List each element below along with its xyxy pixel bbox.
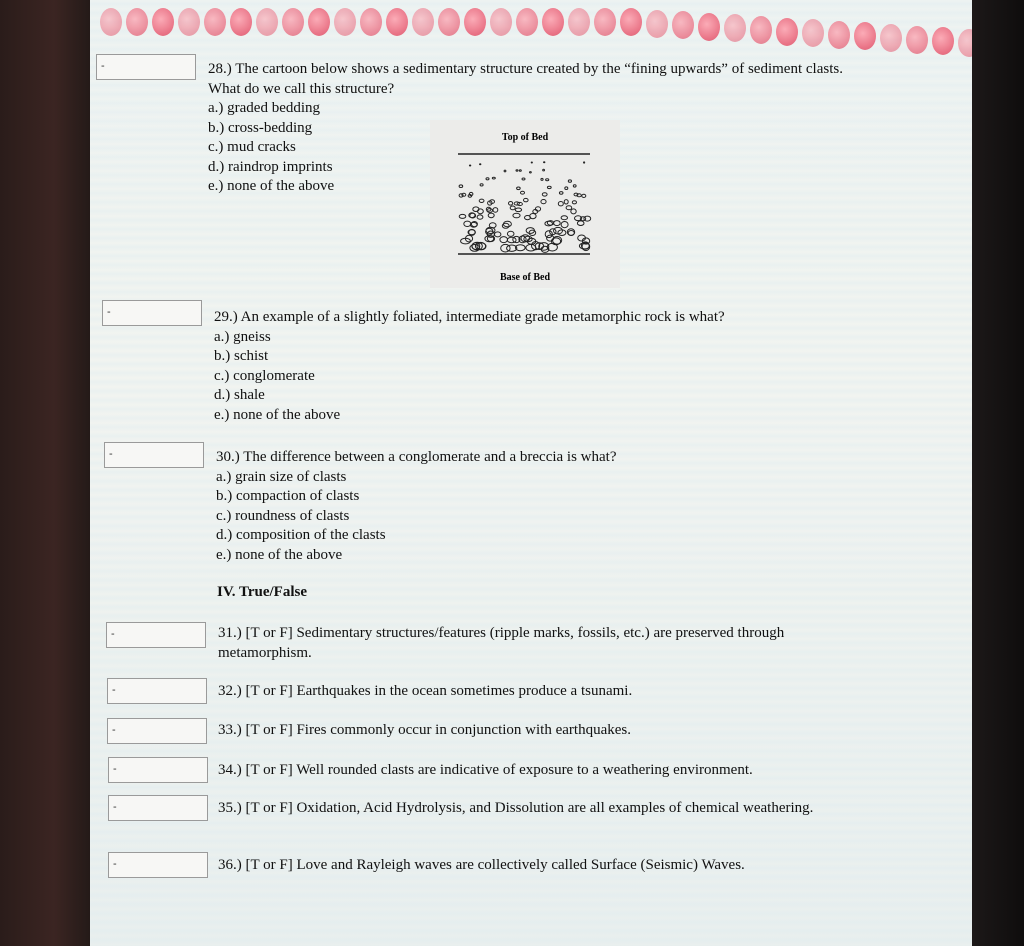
decorative-dot — [386, 8, 408, 36]
answer-select-29[interactable] — [102, 300, 202, 326]
decorative-dot — [880, 24, 902, 52]
sediment-grain — [568, 231, 574, 236]
answer-select-28[interactable] — [96, 54, 196, 80]
question-text: 28.) The cartoon below shows a sedimentary structure created by the “fining upwards” of sediment clasts. What do we call this structure? — [208, 61, 843, 97]
quiz-screen — [90, 0, 972, 946]
sediment-grain — [479, 199, 484, 202]
sediment-grain — [459, 214, 466, 218]
sediment-grain — [519, 170, 521, 172]
decorative-dot — [542, 8, 564, 36]
sediment-grain — [492, 177, 495, 179]
answer-select-33[interactable] — [107, 718, 207, 744]
option-a: a.) graded bedding — [208, 100, 321, 116]
sediment-grain — [507, 237, 516, 243]
sediment-grain — [521, 191, 525, 194]
option-a: a.) grain size of clasts — [216, 468, 347, 485]
sediment-grain — [541, 200, 546, 204]
sediment-grain — [515, 208, 521, 212]
sediment-grain — [485, 236, 494, 242]
sediment-grain — [584, 162, 585, 163]
decorative-dot — [906, 26, 928, 54]
sediment-grain — [546, 179, 549, 181]
sediment-grain — [544, 162, 545, 163]
decorative-dot — [412, 8, 434, 36]
decorative-dot — [854, 22, 876, 50]
sediment-grain — [495, 232, 501, 237]
decorative-dot — [256, 8, 278, 36]
sediment-grain — [554, 221, 561, 226]
sediment-grain — [547, 186, 551, 188]
tf-question-34: 34.) [T or F] Well rounded clasts are indicative of exposure to a weathering environment. — [218, 762, 753, 778]
decorative-dot — [958, 29, 972, 57]
sediment-grain — [500, 237, 508, 243]
question-text: 29.) An example of a slightly foliated, intermediate grade metamorphic rock is what? — [214, 309, 725, 325]
sediment-grain — [488, 213, 494, 218]
sediment-grain — [504, 170, 506, 172]
sediment-grain — [502, 223, 509, 228]
decorative-dot — [178, 8, 200, 36]
sediment-grain — [561, 222, 568, 228]
sediment-grain — [477, 215, 483, 219]
sediment-grain — [510, 206, 515, 210]
decorative-dot — [360, 8, 382, 36]
decorative-dot — [308, 8, 330, 36]
monitor-bezel-right — [972, 0, 1024, 946]
answer-select-35[interactable] — [108, 795, 208, 821]
sediment-grain — [459, 185, 463, 188]
sediment-grain — [564, 200, 568, 204]
option-a: a.) gneiss — [214, 328, 271, 345]
tf-question-32: 32.) [T or F] Earthquakes in the ocean sometimes produce a tsunami. — [218, 683, 633, 699]
dropdown-indicator-icon: - — [113, 763, 117, 775]
sediment-grain — [565, 187, 568, 190]
dropdown-indicator-icon: - — [101, 60, 105, 72]
decorative-dot — [646, 10, 668, 38]
decorative-dot — [802, 19, 824, 47]
decorative-dot — [828, 21, 850, 49]
figure-base-label: Base of Bed — [500, 272, 550, 283]
question-30 — [216, 448, 896, 565]
decorative-dot — [230, 8, 252, 36]
sediment-grain — [561, 216, 567, 220]
sediment-grain — [516, 170, 518, 171]
sediment-grain — [543, 169, 545, 171]
option-b: b.) cross-bedding — [208, 119, 313, 136]
decorative-dot — [152, 8, 174, 36]
option-d: d.) shale — [214, 387, 265, 403]
section-heading: IV. True/False — [217, 584, 308, 600]
answer-select-31[interactable] — [106, 622, 206, 648]
decorative-dot — [282, 8, 304, 36]
sediment-grain — [558, 202, 563, 206]
sediment-grain — [480, 164, 481, 165]
answer-select-34[interactable] — [108, 757, 208, 783]
dropdown-indicator-icon: - — [109, 448, 113, 460]
decorative-dot — [100, 8, 122, 36]
monitor-bezel-left — [0, 0, 90, 946]
answer-select-32[interactable] — [107, 678, 207, 704]
option-c: c.) mud cracks — [208, 139, 296, 155]
decorative-dot — [750, 16, 772, 44]
decorative-dot — [516, 8, 538, 36]
sediment-grain — [530, 172, 532, 173]
sediment-grain — [480, 184, 483, 186]
sediment-grain — [572, 201, 576, 204]
dropdown-indicator-icon: - — [111, 628, 115, 640]
sediment-grain — [462, 193, 466, 196]
tf-question-31: 31.) [T or F] Sedimentary structures/features (ripple marks, fossils, etc.) are preserved through metamorphism. — [218, 625, 785, 661]
sediment-grain — [577, 221, 584, 226]
sediment-grain — [493, 208, 498, 213]
sediment-grain — [541, 178, 543, 180]
dropdown-indicator-icon: - — [112, 684, 116, 696]
sediment-grain — [513, 213, 520, 218]
option-e: e.) none of the above — [208, 178, 335, 194]
decorative-dot — [932, 27, 954, 55]
answer-select-30[interactable] — [104, 442, 204, 468]
option-b: b.) schist — [214, 348, 269, 364]
tf-question-35: 35.) [T or F] Oxidation, Acid Hydrolysis, and Dissolution are all examples of chemical weathering. — [218, 800, 814, 816]
answer-select-36[interactable] — [108, 852, 208, 878]
sediment-grain — [584, 216, 591, 221]
decorative-dot — [620, 8, 642, 36]
decorative-dot — [724, 14, 746, 42]
option-d: d.) composition of the clasts — [216, 527, 386, 543]
sediment-grain — [470, 245, 480, 252]
dropdown-indicator-icon: - — [112, 724, 116, 736]
sediment-grain — [582, 194, 586, 197]
sediment-grain — [507, 231, 514, 236]
sediment-grain — [517, 187, 521, 190]
decorative-dot — [568, 8, 590, 36]
sediment-grain — [531, 162, 532, 163]
sediment-grain — [542, 193, 547, 196]
dropdown-indicator-icon: - — [113, 801, 117, 813]
sediment-grain — [486, 178, 489, 180]
decorative-dot-row — [100, 2, 972, 62]
option-b: b.) compaction of clasts — [216, 488, 360, 504]
decorative-dot — [438, 8, 460, 36]
sediment-grain — [522, 178, 525, 180]
decorative-dot — [698, 13, 720, 41]
decorative-dot — [464, 8, 486, 36]
decorative-dot — [334, 8, 356, 36]
tf-question-36: 36.) [T or F] Love and Rayleigh waves are collectively called Surface (Seismic) Waves. — [218, 857, 745, 873]
sediment-grain — [509, 202, 513, 206]
sediment-grain — [559, 192, 563, 195]
dropdown-indicator-icon: - — [113, 858, 117, 870]
graded-bedding-illustration — [430, 120, 620, 288]
sediment-grain — [464, 221, 471, 226]
sediment-grain — [568, 180, 571, 182]
decorative-dot — [594, 8, 616, 36]
dropdown-indicator-icon: - — [107, 306, 111, 318]
sediment-grain — [469, 165, 470, 166]
decorative-dot — [672, 11, 694, 39]
option-e: e.) none of the above — [216, 546, 343, 563]
figure-top-label: Top of Bed — [501, 132, 549, 143]
question-29 — [214, 308, 894, 425]
sediment-grain — [566, 206, 572, 210]
option-e: e.) none of the above — [214, 406, 341, 423]
decorative-dot — [490, 8, 512, 36]
sediment-grain — [530, 214, 536, 219]
tf-question-33: 33.) [T or F] Fires commonly occur in conjunction with earthquakes. — [218, 722, 631, 738]
option-d: d.) raindrop imprints — [208, 158, 333, 175]
decorative-dot — [126, 8, 148, 36]
sediment-grain — [571, 209, 576, 214]
decorative-dot — [204, 8, 226, 36]
graded-bedding-figure — [430, 120, 620, 288]
sediment-grain — [573, 185, 576, 187]
option-c: c.) conglomerate — [214, 367, 315, 384]
question-text: 30.) The difference between a conglomerate and a breccia is what? — [216, 449, 617, 465]
sediment-grain — [524, 198, 529, 201]
decorative-dot — [776, 18, 798, 46]
option-c: c.) roundness of clasts — [216, 507, 350, 524]
